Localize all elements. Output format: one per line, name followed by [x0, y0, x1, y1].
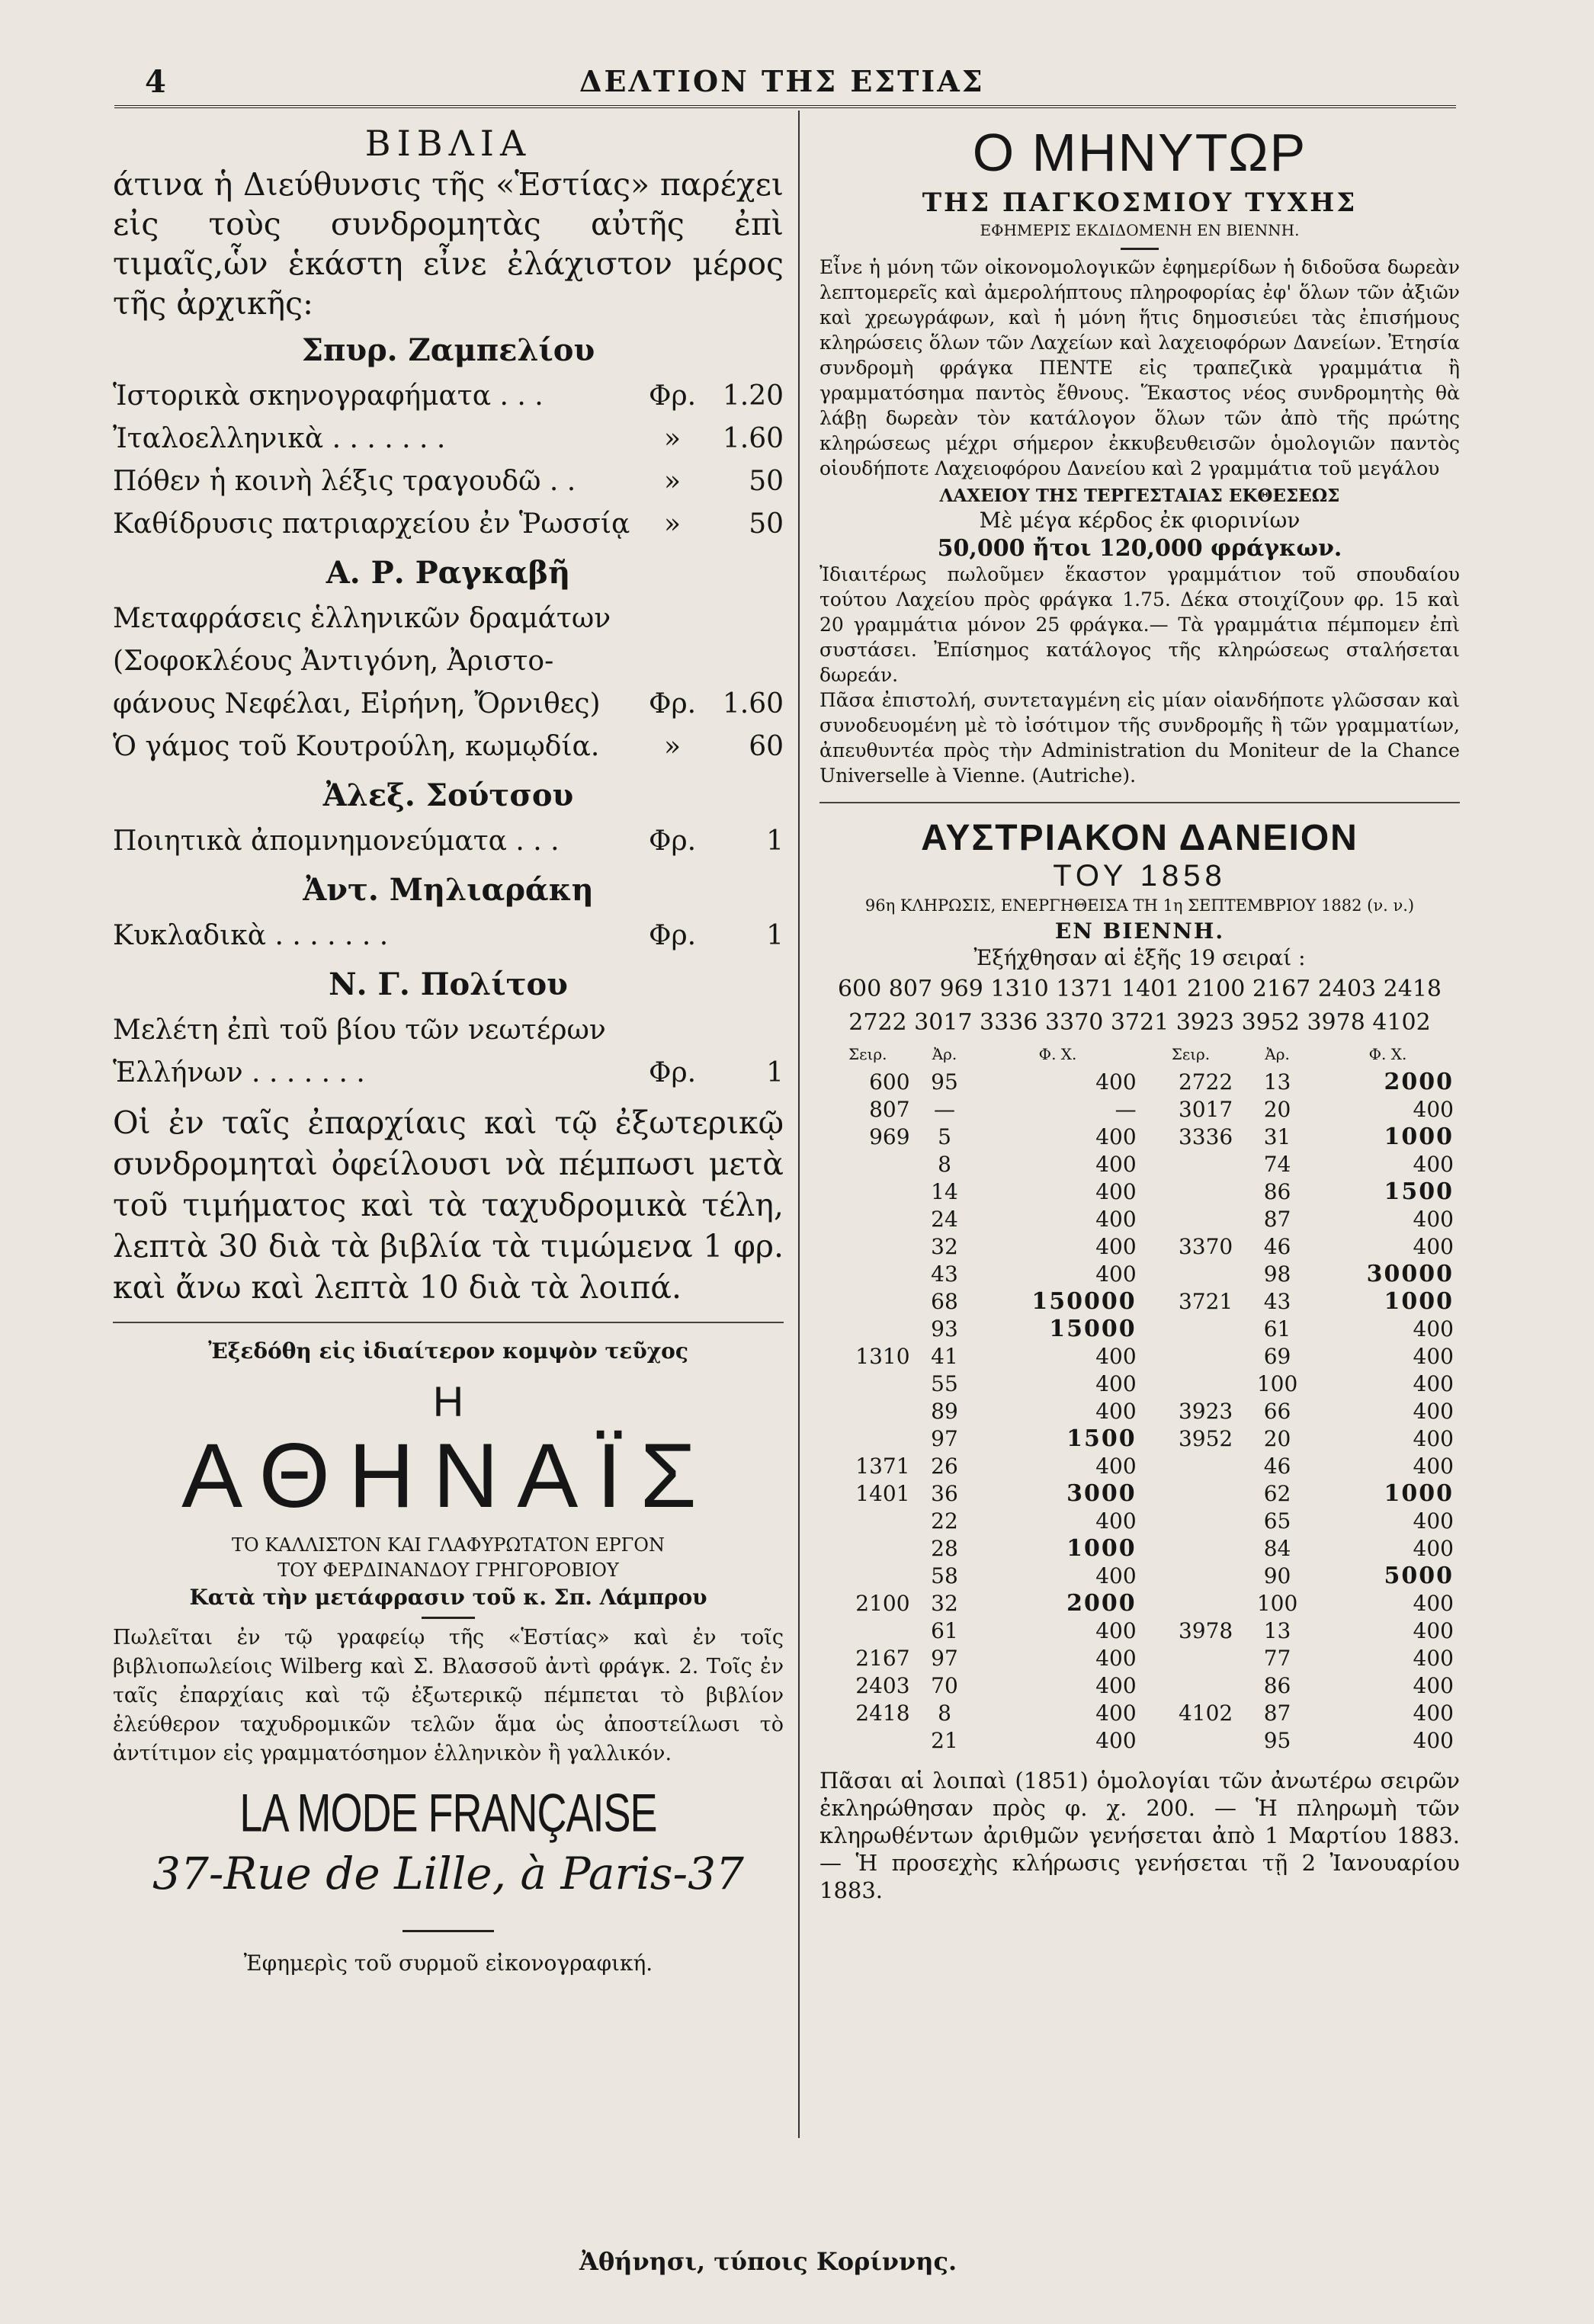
draw-table-header	[819, 1040, 1460, 1069]
draw-cell: 3370	[1178, 1234, 1233, 1259]
draw-cell: 61	[1263, 1316, 1291, 1342]
book-author: Ν. Γ. Πολίτου	[329, 966, 568, 1002]
draw-cell: 2418	[855, 1701, 910, 1726]
draw-cell	[819, 1563, 916, 1590]
book-price	[700, 640, 784, 683]
draw-cell	[819, 1535, 916, 1563]
draw-table-row	[819, 1398, 1460, 1425]
draw-cell: 13	[1263, 1069, 1291, 1095]
draw-cell: 400	[1095, 1728, 1137, 1753]
draw-cell: 150000	[1031, 1288, 1137, 1315]
postage-note: Οἱ ἐν ταῖς ἐπαρχίαις καὶ τῷ ἐξωτερικῷ συνδρομηταὶ ὀφείλουσι νὰ πέμπωσι μετὰ τοῦ τιμήματος καὶ τὰ ταχυδρομικὰ τέλη, λεπτὰ 30 διὰ τὰ βιβλία τὰ τιμώμενα 1 φρ. καὶ ἄνω καὶ λεπτὰ 10 διὰ τὰ λοιπά.	[113, 1104, 784, 1306]
book-item	[113, 1009, 784, 1052]
draw-cell: 400	[1413, 1701, 1454, 1726]
book-price: 1.60	[722, 423, 784, 454]
draw-cell: 69	[1263, 1344, 1291, 1369]
book-title: Μεταφράσεις ἑλληνικῶν δραμάτων	[113, 603, 611, 634]
draw-cell: 58	[931, 1563, 958, 1588]
draw-cell: 31	[1263, 1124, 1291, 1149]
draw-table-body	[819, 1069, 1460, 1755]
books-intro: άτινα ἡ Διεύθυνσις τῆς «Ἑστίας» παρέχει εἰς τοὺς συνδρομητὰς αὐτῆς ἐπὶ τιμαῖς,ὧν ἑκάστη εἶνε ἐλάχιστον μέρος τῆς ἀρχικῆς:	[113, 166, 784, 322]
draw-header-cell: Φ. Χ.	[1368, 1045, 1407, 1063]
mhnytor-p3: Πᾶσα ἐπιστολή, συντεταγμένη εἰς μίαν οἱανδήποτε γλῶσσαν καὶ συνοδευομένη μὲ τὸ ἰσότιμον τῆς συνδρομῆς ἢ τῶν γραμματίων, ἀπευθυντέα πρὸς τὴν Administration du Moniteur de la Chance Universelle à Vienne. (Autriche).	[819, 689, 1460, 787]
draw-cell: 1500	[1066, 1425, 1137, 1452]
loan-year: ΤΟΥ 1858	[1053, 859, 1227, 893]
book-item	[113, 726, 784, 768]
draw-cell: 400	[1095, 1207, 1137, 1232]
book-item	[113, 598, 784, 640]
draw-table-row	[819, 1563, 1460, 1590]
draw-cell: 70	[931, 1673, 958, 1698]
book-unit: Φρ.	[648, 825, 697, 857]
draw-cell: 8	[938, 1152, 951, 1177]
mode-address: 37-Rue de Lille, à Paris-37	[152, 1848, 744, 1899]
draw-cell: 3978	[1178, 1618, 1233, 1643]
draw-cell	[819, 1508, 916, 1535]
draw-cell: 400	[1413, 1591, 1454, 1616]
mode-title: LA MODE FRANÇAISE	[239, 1784, 657, 1843]
draw-cell: 68	[931, 1289, 958, 1314]
draw-cell: 400	[1095, 1344, 1137, 1369]
book-item	[113, 820, 784, 863]
mhnytor-lottery: ΛΑΧΕΙΟΥ ΤΗΣ ΤΕΡΓΕΣΤΑΙΑΣ ΕΚΘΕΣΕΩΣ	[939, 486, 1340, 506]
draw-cell: 400	[1413, 1508, 1454, 1534]
book-unit: »	[663, 508, 682, 540]
draw-cell: 87	[1263, 1701, 1291, 1726]
draw-cell: 400	[1413, 1234, 1454, 1259]
book-price	[700, 598, 784, 640]
draw-cell: 43	[931, 1261, 958, 1287]
draw-cell: 4102	[1178, 1701, 1233, 1726]
loan-series2: 2722 3017 3336 3370 3721 3923 3952 3978 4102	[848, 1009, 1431, 1036]
mode-caption: Ἐφημερὶς τοῦ συρμοῦ εἰκονογραφική.	[243, 1951, 653, 1976]
draw-table-row	[819, 1508, 1460, 1535]
draw-cell: 2167	[855, 1646, 910, 1671]
left-column	[113, 122, 784, 1978]
mhnytor-p2: Ἰδιαιτέρως πωλοῦμεν ἕκαστον γραμμάτιον τοῦ σπουδαίου τούτου Λαχείου πρὸς φράγκα 1.75. Δέκα στοιχίζουν φρ. 15 καὶ 20 γραμμάτια μόνον 25 φράγκα.— Τὰ γραμμάτια πέμπομεν ἐπὶ συστάσει. Ἐπίσημος κατάλογος τῆς κληρώσεως σταλήσεται δωρεάν.	[819, 563, 1460, 686]
draw-cell: 400	[1095, 1234, 1137, 1259]
book-item	[113, 1052, 784, 1095]
draw-cell: 21	[931, 1728, 958, 1753]
draw-cell: 86	[1263, 1673, 1291, 1698]
book-title: Μελέτη ἐπὶ τοῦ βίου τῶν νεωτέρων	[113, 1015, 606, 1046]
draw-cell: 400	[1413, 1097, 1454, 1122]
draw-cell: 95	[1263, 1728, 1291, 1753]
page-number: 4	[145, 64, 166, 100]
draw-cell: 46	[1263, 1234, 1291, 1259]
mhnytor-title: Ο ΜΗΝΥΤΩΡ	[972, 123, 1307, 182]
draw-cell: 1371	[855, 1454, 910, 1479]
draw-cell	[819, 1425, 916, 1453]
draw-cell: —	[933, 1097, 955, 1122]
draw-cell: 20	[1263, 1426, 1291, 1451]
draw-table-row	[819, 1096, 1460, 1124]
draw-cell	[1143, 1672, 1240, 1700]
draw-cell: 1000	[1066, 1535, 1137, 1562]
book-price: 1.60	[722, 688, 784, 720]
draw-cell	[1143, 1178, 1240, 1206]
draw-cell: 46	[1263, 1454, 1291, 1479]
loan-title: ΑΥΣΤΡΙΑΚΟΝ ΔΑΝΕΙΟΝ	[921, 818, 1358, 858]
book-unit	[645, 640, 700, 683]
draw-table-row	[819, 1672, 1460, 1700]
draw-cell: 43	[1263, 1289, 1291, 1314]
draw-cell: 74	[1263, 1152, 1291, 1177]
draw-cell: 400	[1095, 1673, 1137, 1698]
book-title: φάνους Νεφέλαι, Εἰρήνη, Ὄρνιθες)	[113, 688, 601, 720]
draw-table-row	[819, 1425, 1460, 1453]
draw-cell: 98	[1263, 1261, 1291, 1287]
column-divider	[798, 111, 800, 2138]
book-unit	[645, 598, 700, 640]
draw-cell: 5	[938, 1124, 951, 1149]
draw-cell: 400	[1413, 1399, 1454, 1424]
short-rule	[422, 1617, 475, 1619]
draw-cell: 400	[1095, 1508, 1137, 1534]
section-rule	[819, 802, 1460, 803]
draw-cell: 600	[869, 1069, 910, 1095]
draw-header-cell: Ἀρ.	[932, 1045, 957, 1063]
athenais-sub2: ΤΟΥ ΦΕΡΔΙΝΑΝΔΟΥ ΓΡΗΓΟΡΟΒΙΟΥ	[277, 1559, 619, 1581]
draw-table-row	[819, 1727, 1460, 1755]
draw-table-row	[819, 1261, 1460, 1288]
draw-cell: 90	[1263, 1563, 1291, 1588]
draw-cell: 32	[931, 1234, 958, 1259]
draw-cell: 36	[931, 1481, 958, 1506]
draw-cell: 400	[1095, 1152, 1137, 1177]
draw-table-row	[819, 1370, 1460, 1398]
draw-cell: 97	[931, 1426, 958, 1451]
book-price: 1	[766, 825, 784, 857]
draw-table-row	[819, 1480, 1460, 1508]
draw-cell	[1143, 1727, 1240, 1755]
draw-table-row	[819, 1178, 1460, 1206]
draw-cell: 400	[1095, 1646, 1137, 1671]
athenais-article: Η	[432, 1377, 464, 1425]
draw-cell	[819, 1178, 916, 1206]
draw-cell	[819, 1316, 916, 1343]
draw-cell: 62	[1263, 1481, 1291, 1506]
draw-cell: 400	[1413, 1646, 1454, 1671]
draw-cell: 3721	[1178, 1289, 1233, 1314]
book-title: Ἱστορικὰ σκηνογραφήματα . . .	[113, 380, 544, 412]
book-unit: Φρ.	[648, 688, 697, 720]
book-groups	[113, 326, 784, 1095]
draw-cell: 1310	[855, 1344, 910, 1369]
book-item	[113, 418, 784, 460]
draw-cell: 400	[1095, 1371, 1137, 1396]
athenais-translator: Κατὰ τὴν μετάφρασιν τοῦ κ. Σπ. Λάμπρου	[189, 1585, 707, 1610]
draw-cell: 55	[931, 1371, 958, 1396]
book-unit: »	[663, 423, 682, 454]
draw-cell	[1143, 1370, 1240, 1398]
draw-cell: 400	[1095, 1454, 1137, 1479]
book-author: Ἀλεξ. Σούτσου	[322, 777, 574, 813]
draw-cell: 400	[1095, 1069, 1137, 1095]
mhnytor-tagline: ΕΦΗΜΕΡΙΣ ΕΚΔΙΔΟΜΕΝΗ ΕΝ ΒΙΕΝΝΗ.	[980, 221, 1300, 239]
draw-cell: 2403	[855, 1673, 910, 1698]
draw-cell: 3336	[1178, 1124, 1233, 1149]
draw-cell: 8	[938, 1701, 951, 1726]
draw-header-cell: Ἀρ.	[1265, 1045, 1290, 1063]
draw-cell: 400	[1413, 1316, 1454, 1342]
book-title: Ὁ γάμος τοῦ Κουτρούλη, κωμῳδία.	[113, 731, 600, 762]
draw-cell: 400	[1095, 1179, 1137, 1204]
draw-cell: 2000	[1384, 1069, 1454, 1095]
draw-cell: 30000	[1366, 1261, 1454, 1287]
section-rule	[113, 1322, 784, 1323]
book-unit: »	[663, 466, 682, 497]
draw-table-row	[819, 1288, 1460, 1316]
book-item	[113, 503, 784, 546]
draw-cell: 5000	[1384, 1563, 1454, 1589]
draw-table-row	[819, 1590, 1460, 1617]
printer-footer: Ἀθήνησι, τύποις Κορίννης.	[579, 2247, 957, 2276]
short-rule	[1121, 248, 1159, 250]
draw-table-row	[819, 1233, 1460, 1261]
loan-place: ΕΝ ΒΙΕΝΝΗ.	[1054, 918, 1225, 944]
book-title: Ποιητικὰ ἀπομνημονεύματα . . .	[113, 825, 560, 857]
draw-cell	[1143, 1453, 1240, 1480]
book-title: Ἰταλοελληνικὰ . . . . . . .	[113, 423, 446, 454]
draw-cell: 1000	[1384, 1124, 1454, 1150]
draw-cell: 400	[1413, 1207, 1454, 1232]
book-price: 1.20	[722, 380, 784, 412]
draw-header-cell: Φ. Χ.	[1038, 1045, 1077, 1063]
draw-cell: 87	[1263, 1207, 1291, 1232]
draw-cell	[819, 1261, 916, 1288]
athenais-edition: Ἐξεδόθη εἰς ἰδιαίτερον κομψὸν τεῦχος	[208, 1338, 688, 1364]
draw-cell	[819, 1288, 916, 1316]
book-title: Πόθεν ἡ κοινὴ λέξις τραγουδῶ . .	[113, 466, 576, 497]
draw-cell	[819, 1370, 916, 1398]
book-author: Α. Ρ. Ραγκαβῆ	[326, 555, 571, 591]
book-price: 1	[766, 920, 784, 951]
athenais-sub1: ΤΟ ΚΑΛΛΙΣΤΟΝ ΚΑΙ ΓΛΑΦΥΡΩΤΑΤΟΝ ΕΡΓΟΝ	[232, 1534, 665, 1556]
loan-series1: 600 807 969 1310 1371 1401 2100 2167 2403 2418	[837, 976, 1442, 1002]
book-item	[113, 460, 784, 503]
draw-table-row	[819, 1316, 1460, 1343]
book-unit: »	[663, 731, 682, 762]
draw-cell: 24	[931, 1207, 958, 1232]
draw-cell: 1000	[1384, 1288, 1454, 1315]
draw-cell: 400	[1413, 1536, 1454, 1561]
book-price: 50	[749, 508, 784, 540]
draw-cell	[1143, 1480, 1240, 1508]
draw-cell	[1143, 1590, 1240, 1617]
draw-cell: 41	[931, 1344, 958, 1369]
book-item	[113, 640, 784, 683]
book-author: Ἀντ. Μηλιαράκη	[303, 872, 594, 908]
book-title: (Σοφοκλέους Ἀντιγόνη, Ἀριστο-	[113, 646, 554, 677]
draw-cell: 2100	[855, 1591, 910, 1616]
draw-cell: 807	[869, 1097, 910, 1122]
right-column	[819, 122, 1460, 1904]
draw-cell: 84	[1263, 1536, 1291, 1561]
draw-cell: 100	[1256, 1371, 1298, 1396]
draw-cell: 400	[1413, 1426, 1454, 1451]
draw-cell	[1143, 1343, 1240, 1370]
draw-cell: 66	[1263, 1399, 1291, 1424]
draw-cell: 400	[1095, 1563, 1137, 1588]
draw-cell: 3952	[1178, 1426, 1233, 1451]
book-item	[113, 683, 784, 726]
draw-table-row	[819, 1645, 1460, 1672]
draw-table-row	[819, 1206, 1460, 1233]
draw-table-row	[819, 1453, 1460, 1480]
draw-cell: 26	[931, 1454, 958, 1479]
draw-header-cell: Σειρ.	[848, 1045, 887, 1063]
draw-table-row	[819, 1069, 1460, 1096]
mhnytor-subtitle: ΤΗΣ ΠΑΓΚΟΣΜΙΟΥ ΤΥΧΗΣ	[922, 188, 1358, 218]
draw-cell: 65	[1263, 1508, 1291, 1534]
draw-table-row	[819, 1343, 1460, 1370]
header-rule	[114, 105, 1456, 108]
draw-cell	[1143, 1206, 1240, 1233]
draw-table-row	[819, 1617, 1460, 1645]
draw-cell: 100	[1256, 1591, 1298, 1616]
draw-cell: 1401	[855, 1481, 910, 1506]
draw-cell: 97	[931, 1646, 958, 1671]
mhnytor-amount: 50,000 ἤτοι 120,000 φράγκων.	[937, 535, 1342, 562]
masthead-title: ΔΕΛΤΙΟΝ ΤΗΣ ΕΣΤΙΑΣ	[579, 64, 985, 98]
draw-cell	[1143, 1508, 1240, 1535]
draw-cell: 400	[1095, 1261, 1137, 1287]
book-unit	[645, 1009, 700, 1052]
draw-cell: 20	[1263, 1097, 1291, 1122]
draw-cell: 3000	[1066, 1480, 1137, 1507]
athenais-title: ΑΘΗΝΑΪΣ	[181, 1425, 715, 1527]
book-title: Ἑλλήνων . . . . . . .	[113, 1057, 365, 1088]
draw-cell: 400	[1413, 1454, 1454, 1479]
book-price: 1	[766, 1057, 784, 1088]
draw-cell	[819, 1398, 916, 1425]
book-price: 60	[749, 731, 784, 762]
draw-cell: 400	[1095, 1701, 1137, 1726]
draw-cell: 2000	[1066, 1590, 1137, 1617]
loan-draw: 96η ΚΛΗΡΩΣΙΣ, ΕΝΕΡΓΗΘΕΙΣΑ ΤΗ 1η ΣΕΠΤΕΜΒΡΙΟΥ 1882 (ν. ν.)	[864, 896, 1415, 915]
draw-cell: 86	[1263, 1179, 1291, 1204]
draw-cell: 2722	[1178, 1069, 1233, 1095]
draw-cell: 32	[931, 1591, 958, 1616]
draw-cell: 14	[931, 1179, 958, 1204]
book-title: Καθίδρυσις πατριαρχείου ἐν Ῥωσσίᾳ	[113, 508, 630, 540]
draw-cell: 22	[931, 1508, 958, 1534]
athenais-body: Πωλεῖται ἐν τῷ γραφείῳ τῆς «Ἑστίας» καὶ ἐν τοῖς βιβλιοπωλείοις Wilberg καὶ Σ. Βλασσοῦ ἀντὶ φράγκ. 2. Τοῖς ἐν ταῖς ἐπαρχίαις καὶ τῷ ἐξωτερικῷ πέμπεται τὸ βιβλίον ἐλεύθερον ταχυδρομικῶν τελῶν ἅμα ὡς ἀποστείλωσι τὸ ἀντίτιμον εἰς γραμματόσημον ἑλληνικὸν ἢ γαλλικόν.	[113, 1626, 784, 1765]
draw-cell	[1143, 1645, 1240, 1672]
draw-cell: 13	[1263, 1618, 1291, 1643]
draw-cell: 400	[1095, 1124, 1137, 1149]
draw-header-cell: Σειρ.	[1171, 1045, 1211, 1063]
draw-cell: 1000	[1384, 1480, 1454, 1507]
draw-cell: 400	[1095, 1399, 1137, 1424]
loan-note: Πᾶσαι αἱ λοιπαὶ (1851) ὁμολογίαι τῶν ἀνωτέρω σειρῶν ἐκληρώθησαν πρὸς φ. χ. 200. — Ἡ πληρωμὴ τῶν κληρωθέντων ἀριθμῶν γενήσεται ἀπὸ 1 Μαρτίου 1883.— Ἡ προσεχὴς κλήρωσις γενήσεται τῇ 2 Ἰανουαρίου 1883.	[819, 1768, 1460, 1903]
draw-cell: 400	[1413, 1728, 1454, 1753]
draw-cell: 400	[1413, 1371, 1454, 1396]
draw-cell: 61	[931, 1618, 958, 1643]
draw-cell: 28	[931, 1536, 958, 1561]
draw-cell: 3923	[1178, 1399, 1233, 1424]
book-item	[113, 915, 784, 957]
draw-cell: 400	[1413, 1618, 1454, 1643]
draw-cell	[1143, 1316, 1240, 1343]
draw-cell: 95	[931, 1069, 958, 1095]
draw-cell: 3017	[1178, 1097, 1233, 1122]
book-unit: Φρ.	[648, 1057, 697, 1088]
draw-cell	[1143, 1563, 1240, 1590]
draw-cell	[819, 1151, 916, 1178]
short-rule	[403, 1930, 494, 1932]
book-title: Κυκλαδικὰ . . . . . . .	[113, 920, 389, 951]
draw-table-row	[819, 1535, 1460, 1563]
book-price	[700, 1009, 784, 1052]
mhnytor-gain: Μὲ μέγα κέρδος ἐκ φιορινίων	[979, 508, 1301, 533]
draw-cell	[819, 1233, 916, 1261]
draw-cell: 400	[1413, 1344, 1454, 1369]
draw-table-row	[819, 1124, 1460, 1151]
draw-cell: —	[1115, 1097, 1137, 1122]
draw-cell: 89	[931, 1399, 958, 1424]
loan-drawn: Ἐξήχθησαν αἱ ἑξῆς 19 σειραί :	[973, 945, 1306, 970]
draw-cell: 77	[1263, 1646, 1291, 1671]
draw-cell: 400	[1413, 1152, 1454, 1177]
book-unit: Φρ.	[648, 920, 697, 951]
mhnytor-p1: Εἶνε ἡ μόνη τῶν οἰκονομολογικῶν ἐφημερίδων ἡ διδοῦσα δωρεὰν λεπτομερεῖς καὶ ἀμερολήπτους πληροφορίας ἐφ' ὅλων τῶν ἀξιῶν καὶ χρεωγράφων, καὶ ἡ μόνη ἥτις δημοσιεύει τὰς ἐπισήμους κληρώσεις ὅλων τῶν Λαχείων καὶ λαχειοφόρων Δανείων. Ἐτησία συνδρομὴ φράγκα ΠΕΝΤΕ εἰς τραπεζικὰ γραμμάτια ἢ γραμματόσημα παντὸς ἔθνους. Ἕκαστος νέος συνδρομητὴς θὰ λάβῃ δωρεὰν τὸν κατάλογον ὅλων τῶν ἀπὸ τῆς πρώτης κληρώσεως μέχρι σήμερον ἐκκυβευθεισῶν ὁμολογιῶν παντὸς οἱουδήποτε Λαχειοφόρου Δανείου καὶ 2 γραμμάτια τοῦ μεγάλου	[819, 256, 1460, 479]
draw-cell: 400	[1095, 1618, 1137, 1643]
draw-cell	[819, 1206, 916, 1233]
draw-cell	[1143, 1261, 1240, 1288]
draw-cell: 1500	[1384, 1178, 1454, 1205]
draw-cell	[1143, 1151, 1240, 1178]
book-unit: Φρ.	[648, 380, 697, 412]
draw-cell: 400	[1413, 1673, 1454, 1698]
book-price: 50	[749, 466, 784, 497]
book-item	[113, 375, 784, 418]
draw-cell: 15000	[1049, 1316, 1137, 1342]
draw-table	[819, 1040, 1460, 1755]
draw-cell	[819, 1617, 916, 1645]
draw-table-row	[819, 1151, 1460, 1178]
draw-table-row	[819, 1700, 1460, 1727]
books-title: ΒΙΒΛΙΑ	[364, 123, 532, 164]
draw-cell	[1143, 1535, 1240, 1563]
draw-cell: 93	[931, 1316, 958, 1342]
draw-cell	[819, 1727, 916, 1755]
book-author: Σπυρ. Ζαμπελίου	[301, 332, 595, 368]
draw-cell: 969	[869, 1124, 910, 1149]
